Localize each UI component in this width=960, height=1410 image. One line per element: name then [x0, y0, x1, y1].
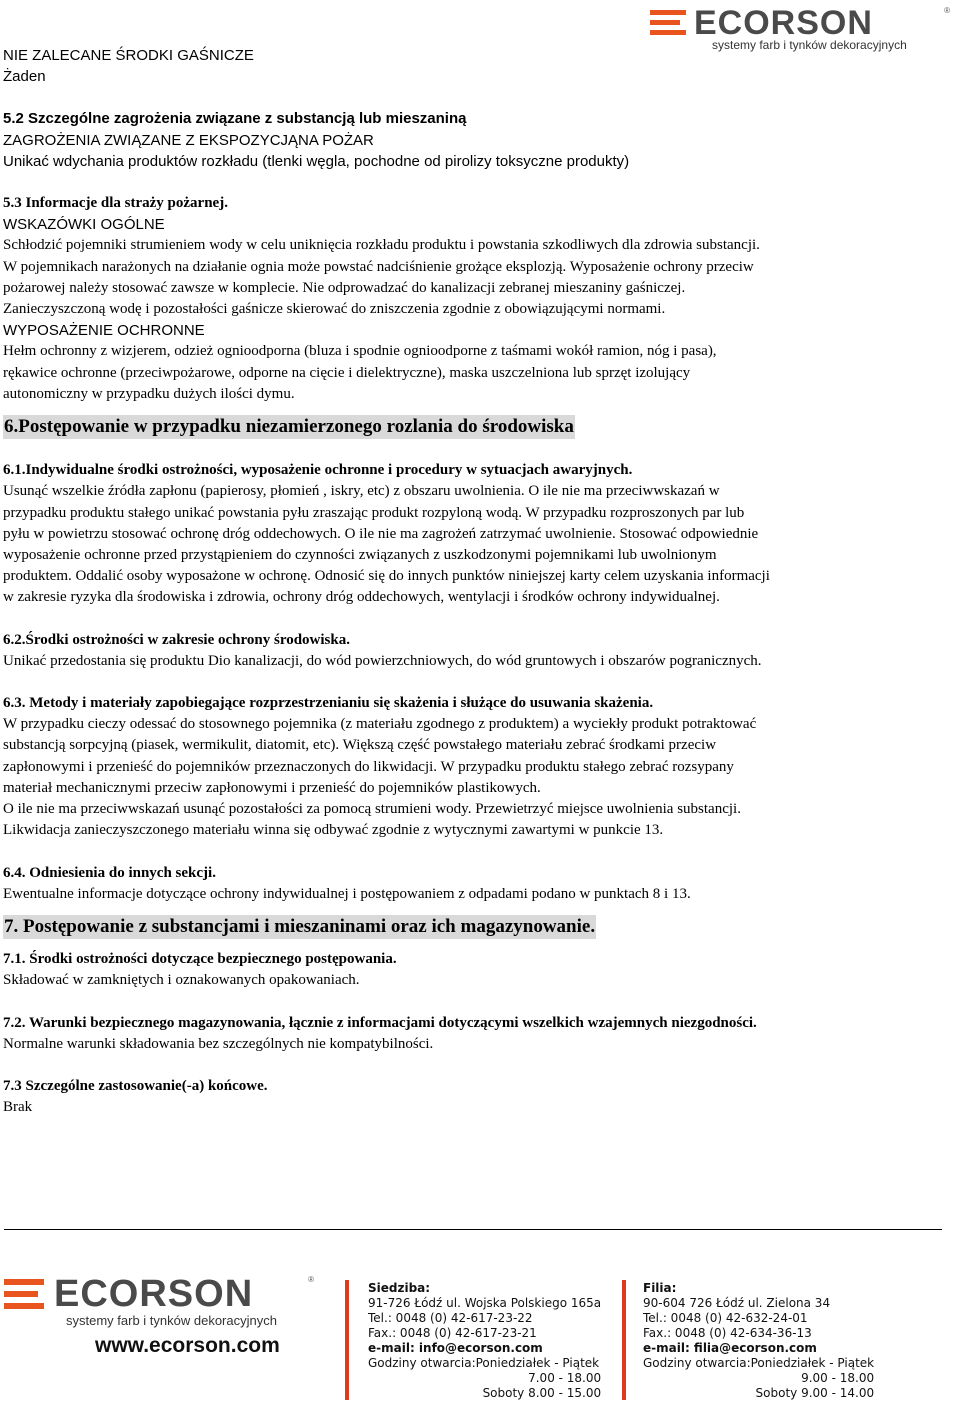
section-6-4-title: 6.4. Odniesienia do innych sekcji. [3, 864, 216, 881]
section-6-3-title: 6.3. Metody i materiały zapobiegające rozprzestrzenianiu się skażenia i służące do usuwania skażenia. [3, 695, 654, 712]
section-7-2-title: 7.2. Warunki bezpiecznego magazynowania, łącznie z informacjami dotyczącymi wszelkich wzajemnych niezgodności. [3, 1014, 757, 1031]
phone-line: Tel.: 0048 (0) 42-617-23-22 [368, 1311, 533, 1325]
text-line: O ile nie ma przeciwwskazań usunąć pozostałości za pomocą strumieni wody. Przewietrzyć miejsce uwolnienia substancji. [3, 801, 741, 818]
hours-saturday: Soboty 8.00 - 15.00 [482, 1386, 602, 1400]
text-line: Schłodzić pojemniki strumieniem wody w celu uniknięcia rozkładu produktu i powstania szkodliwych dla zdrowia substancji. [3, 237, 760, 254]
text-line: Likwidacja zanieczyszczonego materiału winna się odbywać zgodnie z wytycznymi zawartymi w punkcie 13. [3, 822, 664, 839]
text-line: Normalne warunki składowania bez szczególnych nie kompatybilności. [3, 1035, 434, 1052]
text-line: rękawice ochronne (przeciwpożarowe, odporne na cięcie i dielektryczne), maska uszczelniona lub sprzęt izolujący [3, 364, 691, 381]
text-line: NIE ZALECANE ŚRODKI GAŚNICZE [3, 47, 254, 64]
branch-address [643, 1281, 874, 1401]
document-body [3, 45, 953, 1118]
accent-bar [345, 1280, 349, 1400]
logo-wordmark: ECORSON [54, 1273, 254, 1315]
text-line: Usunąć wszelkie źródła zapłonu (papierosy, płomień , iskry, etc) z obszaru uwolnienia. O ile nie ma przeciwwskazań w [3, 483, 720, 500]
section-6-title: 6.Postępowanie w przypadku niezamierzonego rozlania do środowiska [4, 416, 574, 438]
registered-mark: ® [944, 6, 950, 15]
text-line: Zanieczyszczoną wodę i pozostałości gaśnicze skierować do zniszczenia zgodnie z obowiązującymi normami. [3, 301, 666, 318]
hours-weekday: 9.00 - 18.00 [801, 1371, 875, 1385]
text-line: w zakresie ryzyka dla środowiska i zdrowia, ochrony dróg oddechowych, wentylacji i środków ochrony indywidualnej. [3, 589, 720, 606]
text-line: zapłonowymi i przenieść do pojemników przeznaczonych do likwidacji. W przypadku produktu stałego zebrać rozsypany [3, 758, 734, 775]
text-line: Żaden [3, 68, 46, 86]
text-line: wyposażenie ochronne przed przystąpieniem do czynności związanych z uszkodzonymi pojemnikami lub uwolnionym [3, 547, 717, 564]
section-6-1-title: 6.1.Indywidualne środki ostrożności, wyposażenie ochronne i procedury w sytuacjach awaryjnych. [3, 462, 633, 479]
footer-divider [4, 1229, 942, 1230]
text-line: Składować w zamkniętych i oznakowanych opakowaniach. [3, 972, 360, 989]
hours-saturday: Soboty 9.00 - 14.00 [755, 1386, 875, 1400]
text-line: ZAGROŻENIA ZWIĄZANE Z EKSPOZYCJĄNA POŻAR [3, 131, 374, 149]
text-line: Hełm ochronny z wizjerem, odzież ognioodporna (bluza i spodnie ognioodporne z taśmami wokół ramion, nóg i pasa), [3, 343, 717, 360]
subheading: WSKAZÓWKI OGÓLNE [3, 216, 165, 234]
ecorson-logo-footer [4, 1273, 314, 1328]
section-7-1-title: 7.1. Środki ostrożności dotyczące bezpiecznego postępowania. [3, 951, 397, 968]
subheading: WYPOSAŻENIE OCHRONNE [3, 322, 205, 340]
text-line: pyłu w powietrzu stosować ochronę dróg oddechowych. O ile nie ma zagrożeń zatrzymać uwolnienie. Stosować odpowiednie [3, 525, 759, 542]
registered-mark: ® [308, 1275, 314, 1284]
headquarters-title: Siedziba: [368, 1281, 431, 1295]
fax-line: Fax.: 0048 (0) 42-634-36-13 [643, 1326, 812, 1340]
email-line[interactable]: e-mail: filia@ecorson.com [643, 1341, 817, 1355]
text-line: Unikać przedostania się produktu Dio kanalizacji, do wód powierzchniowych, do wód gruntowych i obszarów pogranicznych. [3, 652, 762, 669]
hours-weekday: 7.00 - 18.00 [528, 1371, 602, 1385]
text-line: Ewentualne informacje dotyczące ochrony indywidualnej i postępowaniem z odpadami podano w punktach 8 i 13. [3, 885, 691, 902]
text-line: substancją sorpcyjną (piasek, wermikulit, diatomit, etc). Większą część powstałego materiału zebrać środkami przeciw [3, 737, 717, 754]
section-6-2-title: 6.2.Środki ostrożności w zakresie ochrony środowiska. [3, 631, 350, 648]
section-7-3-title: 7.3 Szczególne zastosowanie(-a) końcowe. [3, 1077, 268, 1094]
text-line: materiał mechanicznymi przeciw zapłonowymi i przenieść do pojemników plastikowych. [3, 779, 541, 796]
email-line[interactable]: e-mail: info@ecorson.com [368, 1341, 543, 1355]
text-line: Unikać wdychania produktów rozkładu (tlenki węgla, pochodne od pirolizy toksyczne produkty) [3, 152, 630, 170]
text-line: W przypadku cieczy odessać do stosownego pojemnika (z materiału zgodnego z produktem) a wyciekły produkt potraktować [3, 716, 757, 733]
hours-label: Godziny otwarcia:Poniedziałek - Piątek [643, 1356, 875, 1370]
address-line: 90-604 726 Łódź ul. Zielona 34 [643, 1296, 831, 1310]
text-line: produktem. Oddalić osoby wyposażone w ochronę. Odnosić się do innych punktów niniejszej karty celem uzyskania informacji [3, 568, 770, 585]
logo-wordmark: ECORSON [694, 4, 873, 42]
logo-tagline: systemy farb i tynków dekoracyjnych [66, 1313, 277, 1328]
hours-label: Godziny otwarcia:Poniedziałek - Piątek [368, 1356, 600, 1370]
address-line: 91-726 Łódź ul. Wojska Polskiego 165a [368, 1296, 602, 1310]
fax-line: Fax.: 0048 (0) 42-617-23-21 [368, 1326, 537, 1340]
text-line: przypadku produktu stałego unikać powstania pyłu zraszając produkt rozpyloną wodą. W przypadku rozproszonych par lub [3, 504, 745, 521]
section-5-3-title: 5.3 Informacje dla straży pożarnej. [3, 195, 228, 212]
accent-bar [622, 1280, 626, 1400]
text-line: autonomiczny w przypadku dużych ilości dymu. [3, 385, 295, 402]
text-line: W pojemnikach narażonych na działanie ognia może powstać nadciśnienie grożące eksplozją. Wyposażenie ochrony przeciw [3, 258, 754, 275]
text-line: Brak [3, 1099, 33, 1116]
branch-title: Filia: [643, 1281, 677, 1295]
section-7-title: 7. Postępowanie z substancjami i mieszaninami oraz ich magazynowanie. [4, 915, 596, 937]
text-line: pożarowej należy stosować zawsze w komplecie. Nie odprowadzać do kanalizacji zebranej mieszaniny gaśniczej. [3, 279, 686, 296]
section-5-2-title: 5.2 Szczególne zagrożenia związane z substancją lub mieszaniną [3, 110, 467, 128]
phone-line: Tel.: 0048 (0) 42-632-24-01 [643, 1311, 808, 1325]
headquarters-address [368, 1281, 601, 1401]
website-link[interactable]: www.ecorson.com [95, 1334, 280, 1357]
logo-tagline: systemy farb i tynków dekoracyjnych [712, 38, 907, 52]
